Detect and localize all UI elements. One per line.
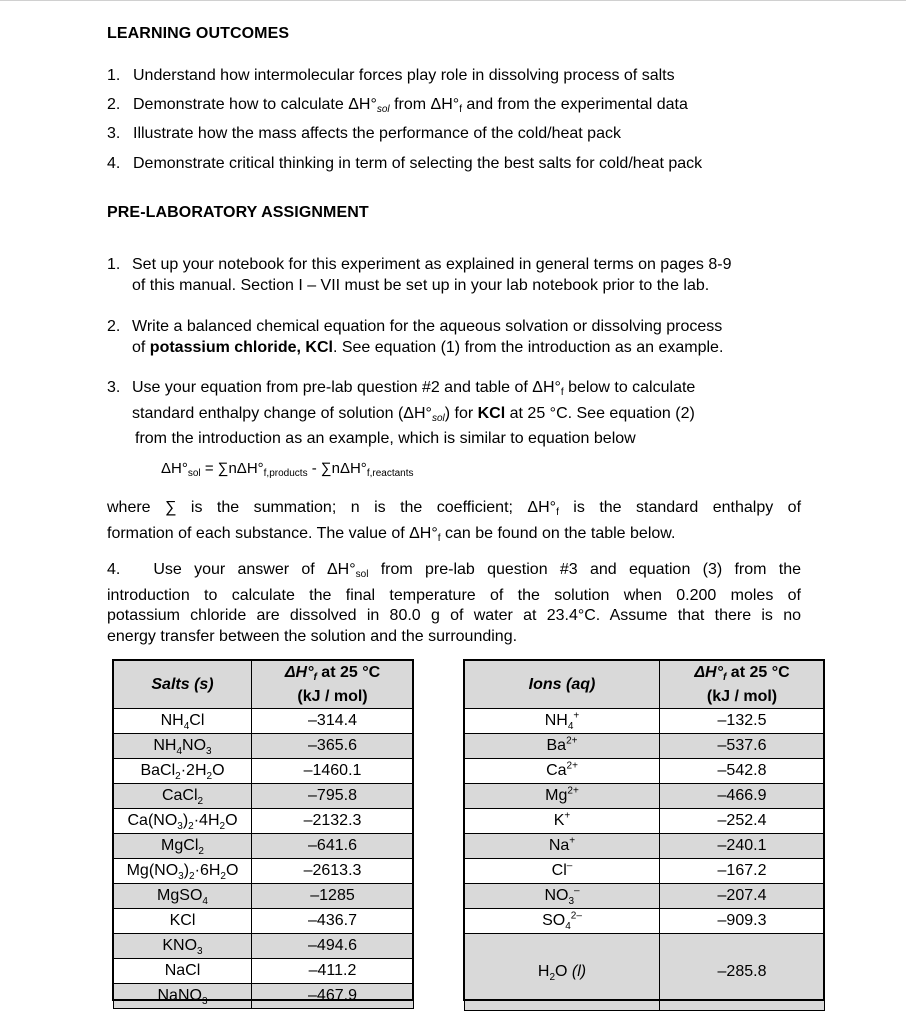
salt-formula: $NH_4NO_3$ — [114, 734, 252, 759]
salt-enthalpy-value: –494.6 — [252, 934, 414, 959]
table-row — [114, 934, 414, 959]
eq-term: ∑nΔH° — [320, 460, 367, 477]
question-line: Set up your notebook for this experiment as explained in general terms on pages 8-9 — [132, 256, 732, 273]
subscript: sol — [187, 468, 201, 479]
table-row — [114, 709, 414, 734]
ion-formula: $Ca^{2+}$ — [465, 759, 660, 784]
ion-enthalpy-value: –240.1 — [660, 834, 825, 859]
text-segment: below to calculate — [563, 379, 696, 396]
ions-enthalpy-table — [464, 660, 825, 1011]
eq-term: ΔH° — [161, 460, 188, 477]
ion-enthalpy-value: –132.5 — [660, 709, 825, 734]
ion-enthalpy-value: –909.3 — [660, 909, 825, 934]
ion-formula: Na+ — [465, 834, 660, 859]
table-row — [465, 784, 825, 809]
salt-formula: $Mg(NO_3)_2\cdot 6H_2O$ — [114, 859, 252, 884]
outcome-item-2 — [107, 96, 688, 115]
text-segment: where ∑ is the summation; n is the coefficient; ΔH° — [107, 499, 557, 516]
table-row — [114, 859, 414, 884]
subscript: f — [723, 672, 727, 683]
eq-operator: - — [307, 460, 321, 477]
salt-enthalpy-value: –467.9 — [252, 984, 414, 1009]
subscript: sol — [355, 569, 369, 580]
outcome-number: 2. — [107, 96, 121, 113]
where-paragraph — [107, 498, 802, 544]
paragraph-line: potassium chloride are dissolved in 80.0 g of water at 23.4°C. Assume that there is no — [107, 607, 801, 624]
text-segment: ) for — [444, 404, 478, 422]
ion-enthalpy-value: –285.8 — [660, 934, 825, 1011]
table-row — [465, 759, 825, 784]
ion-formula: $Mg^{2+}$ — [465, 784, 660, 809]
prelab-question-1 — [107, 255, 807, 297]
table-row — [465, 834, 825, 859]
column-header-enthalpy — [252, 661, 414, 709]
header-unit: (kJ / mol) — [706, 688, 778, 705]
ion-formula: $H_2O$ (l) — [465, 934, 660, 1011]
text-segment: standard enthalpy change of solution (ΔH° — [132, 404, 432, 422]
text-segment: of — [132, 338, 150, 356]
outcome-number: 3. — [107, 125, 121, 142]
prelab-question-4 — [107, 560, 801, 644]
question-line: of this manual. Section I – VII must be set up in your lab notebook prior to the lab. — [132, 276, 710, 294]
paragraph-line: energy transfer between the solution and the surrounding. — [107, 627, 518, 645]
text-segment: formation of each substance. The value of ΔH° — [107, 524, 438, 542]
header-text: ΔH° — [284, 664, 314, 681]
question-line — [132, 404, 695, 430]
salt-enthalpy-value: –436.7 — [252, 909, 414, 934]
salt-formula: $BaCl_2\cdot 2H_2O$ — [114, 759, 252, 784]
learning-outcomes-heading: LEARNING OUTCOMES — [107, 25, 290, 42]
ion-formula: K+ — [465, 809, 660, 834]
table-row — [114, 959, 414, 984]
table-row — [114, 784, 414, 809]
table-row — [465, 709, 825, 734]
outcome-text-post: and from the experimental data — [461, 96, 688, 113]
subscript: f — [313, 672, 317, 683]
enthalpy-equation — [161, 460, 414, 479]
table-row-water — [465, 934, 825, 1011]
subscript: f,products — [263, 468, 308, 479]
table-row — [465, 734, 825, 759]
table-row — [114, 884, 414, 909]
question-number: 3. — [107, 379, 121, 396]
ion-formula: Cl– — [465, 859, 660, 884]
subscript: sol — [431, 412, 445, 424]
subscript: f,reactants — [366, 468, 414, 479]
bold-compound-name: KCl — [477, 404, 506, 422]
salt-enthalpy-value: –2132.3 — [252, 809, 414, 834]
eq-operator: = — [200, 460, 218, 477]
salt-enthalpy-value: –795.8 — [252, 784, 414, 809]
outcome-text: Understand how intermolecular forces play role in dissolving process of salts — [133, 67, 675, 84]
outcome-text: Demonstrate critical thinking in term of selecting the best salts for cold/heat pack — [133, 155, 703, 172]
table-row — [114, 759, 414, 784]
subscript: sol — [376, 104, 390, 115]
salt-formula: MgCl$_2$ — [114, 834, 252, 859]
outcome-item-1 — [107, 67, 675, 85]
text-segment: Use your answer of ΔH° — [153, 561, 356, 578]
table-header-row — [114, 661, 414, 709]
salt-formula: NaNO$_3$ — [114, 984, 252, 1009]
ion-formula: $Ba^{2+}$ — [465, 734, 660, 759]
ion-formula: $SO_4^{2-}$ — [465, 909, 660, 934]
table-row — [114, 834, 414, 859]
subscript: f — [560, 387, 564, 398]
table-row — [114, 734, 414, 759]
text-segment: at 25 °C. See equation (2) — [505, 404, 695, 422]
salt-formula: CaCl$_2$ — [114, 784, 252, 809]
table-header-row — [465, 661, 825, 709]
table-row — [114, 909, 414, 934]
prelab-question-3 — [107, 378, 807, 447]
salt-enthalpy-value: –1285 — [252, 884, 414, 909]
outcome-text: Illustrate how the mass affects the performance of the cold/heat pack — [133, 125, 621, 142]
prelab-question-2 — [107, 317, 807, 359]
paragraph-line — [107, 524, 801, 550]
question-line — [132, 338, 723, 359]
ion-enthalpy-value: –537.6 — [660, 734, 825, 759]
outcome-text-pre: Demonstrate how to calculate ΔH° — [133, 96, 377, 113]
column-header-enthalpy — [660, 661, 825, 709]
subscript: f — [556, 507, 559, 518]
text-segment: from pre-lab question #3 and equation (3) from the — [368, 561, 802, 578]
table-row — [114, 809, 414, 834]
salt-enthalpy-value: –1460.1 — [252, 759, 414, 784]
ion-enthalpy-value: –252.4 — [660, 809, 825, 834]
header-text: at 25 °C — [726, 664, 790, 681]
table-row — [465, 884, 825, 909]
salt-enthalpy-value: –411.2 — [252, 959, 414, 984]
salt-formula: MgSO$_4$ — [114, 884, 252, 909]
ion-enthalpy-value: –207.4 — [660, 884, 825, 909]
header-unit: (kJ / mol) — [297, 688, 368, 705]
paragraph-line: introduction to calculate the final temperature of the solution when 0.200 moles of — [107, 586, 801, 604]
question-text — [132, 317, 723, 358]
column-header-ions: Ions (aq) — [465, 661, 660, 709]
question-number: 1. — [107, 256, 121, 273]
question-number: 2. — [107, 318, 121, 335]
outcome-number: 4. — [107, 155, 121, 172]
question-text — [132, 378, 695, 450]
text-segment: . See equation (1) from the introduction as an example. — [332, 338, 724, 356]
salt-enthalpy-value: –314.4 — [252, 709, 414, 734]
salt-formula: NaCl — [114, 959, 252, 984]
table-row — [465, 859, 825, 884]
ion-formula: $NO_3^-$ — [465, 884, 660, 909]
ion-enthalpy-value: –167.2 — [660, 859, 825, 884]
outcome-number: 1. — [107, 67, 121, 84]
question-line: Write a balanced chemical equation for the aqueous solvation or dissolving process — [132, 318, 723, 335]
text-segment: can be found on the table below. — [440, 524, 676, 542]
header-text: at 25 °C — [316, 664, 381, 681]
prelab-heading: PRE-LABORATORY ASSIGNMENT — [107, 204, 369, 221]
paragraph-line — [107, 498, 801, 524]
text-segment: is the standard enthalpy of — [558, 499, 802, 516]
salt-formula: $NH_4Cl$ — [114, 709, 252, 734]
question-text — [132, 255, 731, 296]
salt-formula: $Ca(NO_3)_2\cdot 4H_2O$ — [114, 809, 252, 834]
table-row — [465, 809, 825, 834]
bold-compound-name: potassium chloride, KCl — [149, 338, 333, 356]
salt-enthalpy-value: –2613.3 — [252, 859, 414, 884]
table-row — [114, 984, 414, 1009]
text-segment: Use your equation from pre-lab question #2 and table of ΔH° — [132, 379, 561, 396]
eq-term: ∑nΔH° — [217, 460, 264, 477]
table-row — [465, 909, 825, 934]
question-number: 4. — [107, 561, 121, 578]
outcome-item-4 — [107, 155, 702, 173]
paragraph-line — [107, 560, 801, 586]
salt-formula: KCl — [114, 909, 252, 934]
outcome-text-mid: from ΔH° — [389, 96, 460, 113]
header-text: ΔH° — [694, 664, 724, 681]
subscript: f — [437, 532, 441, 544]
ion-formula: $NH_4^+$ — [465, 709, 660, 734]
salts-enthalpy-table — [113, 660, 414, 1009]
salt-enthalpy-value: –365.6 — [252, 734, 414, 759]
salt-enthalpy-value: –641.6 — [252, 834, 414, 859]
question-line — [132, 378, 695, 404]
column-header-salts: Salts (s) — [114, 661, 252, 709]
salt-formula: $KNO_3$ — [114, 934, 252, 959]
outcome-item-3 — [107, 125, 621, 143]
subscript: f — [459, 104, 462, 115]
top-rule — [0, 0, 906, 1]
ion-enthalpy-value: –542.8 — [660, 759, 825, 784]
question-line: from the introduction as an example, which is similar to equation below — [135, 430, 636, 447]
ion-enthalpy-value: –466.9 — [660, 784, 825, 809]
